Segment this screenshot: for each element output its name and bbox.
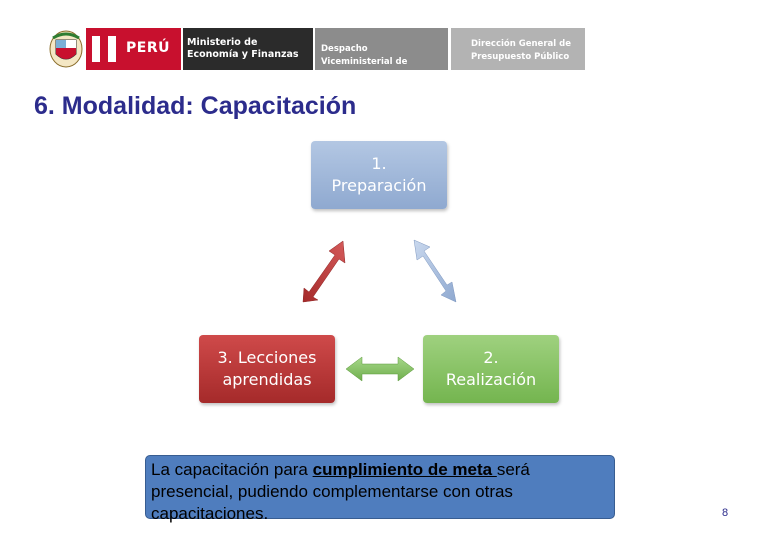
step-realization-label: Realización (445, 370, 537, 389)
country-label: PERÚ (126, 40, 170, 56)
arrow-lessons-to-preparation (303, 241, 345, 302)
arrow-lessons-realization (346, 357, 414, 381)
slide-title: 6. Modalidad: Capacitación (34, 92, 357, 120)
office-line2: Viceministerial de Hacienda (321, 57, 408, 80)
note-box (145, 455, 615, 523)
office-line1: Despacho (321, 44, 368, 54)
step-preparation-label: Preparación (331, 176, 427, 195)
step-realization (423, 335, 559, 403)
arrow-preparation-to-realization (414, 240, 456, 302)
step-lessons-line1: 3. Lecciones (217, 348, 317, 367)
ministry-line1: Ministerio de (187, 37, 258, 48)
note-text-before: La capacitación para (151, 460, 313, 479)
direction-line1: Dirección General de (471, 39, 571, 49)
note-text (151, 459, 608, 525)
direction-line2: Presupuesto Público (471, 52, 570, 62)
note-text-underlined: cumplimiento de meta (312, 460, 497, 479)
step-lessons (199, 335, 335, 403)
step-realization-number: 2. (483, 348, 499, 367)
note-text-after: será presencial, pudiendo complementarse con otras capacitaciones. (151, 460, 530, 523)
page-number: 8 (722, 507, 729, 519)
step-lessons-line2: aprendidas (222, 370, 312, 389)
step-preparation-number: 1. (371, 154, 387, 173)
step-preparation (311, 141, 447, 209)
ministry-line2: Economía y Finanzas (187, 49, 299, 60)
